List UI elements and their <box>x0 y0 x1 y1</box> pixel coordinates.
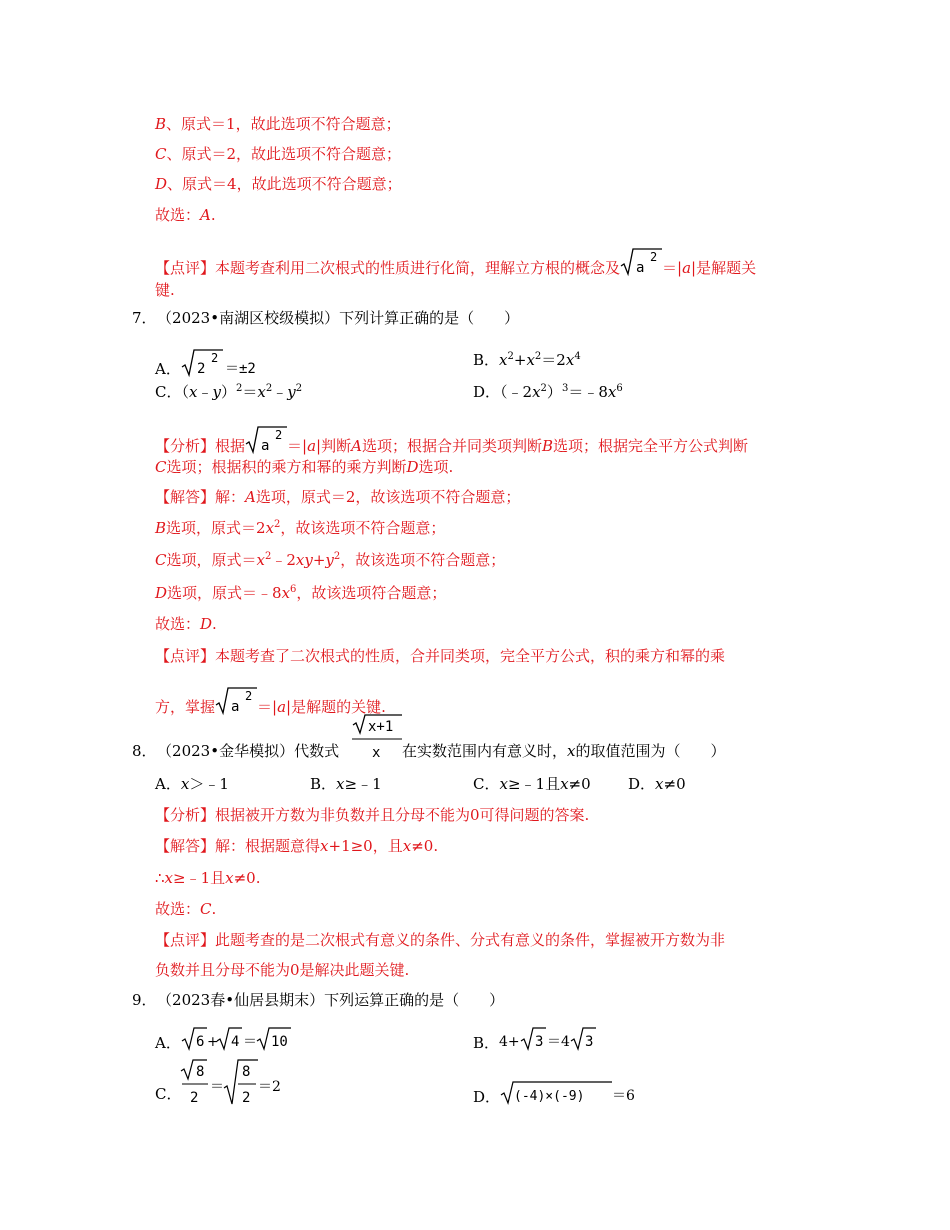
svg-text:a: a <box>636 260 645 276</box>
q7-solution-line4: D选项，原式$=﹣8x^6$，故该选项符合题意； <box>155 584 447 602</box>
q8-stem-tail: 在实数范围内有意义时，x的取值范围为（ ） <box>402 742 726 760</box>
q9-stem: 9． （2023春•仙居县期末）下列运算正确的是（ ） <box>132 991 505 1009</box>
q7-analysis-line1: 【分析】根据 a 2 ＝|a|判断A选项；根据合并同类项判断B选项；根据完全平方公式判断 <box>155 425 748 456</box>
q9-option-b: B． 4+ 3 ＝4 3 <box>473 1026 599 1053</box>
q8-option-a: A．x＞﹣1 <box>155 775 229 793</box>
sqrt-2-squared-formula <box>181 348 263 378</box>
q6-option-d-line: D、原式＝4，故此选项不符合题意； <box>155 175 402 193</box>
q8-analysis: 【分析】根据被开方数为非负数并且分母不能为0可得问题的答案. <box>155 806 590 824</box>
svg-text:8: 8 <box>196 1064 205 1080</box>
sqrt-a-squared-formula <box>620 247 662 277</box>
q7-choice: 故选：D. <box>155 615 217 633</box>
q7-solution-line2: B选项，原式$=2x^2$，故该选项不符合题意； <box>155 519 446 537</box>
svg-text:4: 4 <box>230 1034 240 1050</box>
svg-text:3: 3 <box>535 1034 544 1050</box>
sqrt-product-formula <box>500 1080 640 1106</box>
q8-option-b: B．x≥﹣1 <box>310 775 382 793</box>
q8-choice: 故选：C. <box>155 900 217 918</box>
q7-comment-line2: 方，掌握 a 2 ＝|a|是解题的关键. <box>155 686 386 717</box>
svg-text:2: 2 <box>650 250 658 264</box>
svg-text:2: 2 <box>190 1090 199 1106</box>
svg-text:10: 10 <box>270 1034 288 1050</box>
svg-text:3: 3 <box>585 1034 594 1050</box>
q9-option-c-label: C． <box>155 1085 182 1103</box>
svg-text:＝6: ＝6 <box>612 1088 635 1104</box>
svg-text:8: 8 <box>242 1064 251 1080</box>
svg-text:2: 2 <box>210 351 219 365</box>
q7-option-c: C．$(x﹣y)^2=x^2﹣y^2$ <box>155 383 303 401</box>
svg-text:+: + <box>206 1034 219 1050</box>
svg-text:＝: ＝ <box>210 1079 224 1095</box>
q8-comment-line1: 【点评】此题考查的是二次根式有意义的条件、分式有意义的条件，掌握被开方数为非 <box>155 931 726 949</box>
q8-fraction-formula <box>352 713 402 761</box>
q8-solution-line1: 【解答】解：根据题意得x+1≥0，且x≠0. <box>155 837 439 855</box>
svg-text:2: 2 <box>242 1090 251 1106</box>
svg-text:＝2: ＝2 <box>258 1079 281 1095</box>
q7-comment-line1: 【点评】本题考查了二次根式的性质，合并同类项，完全平方公式，积的乘方和幂的乘 <box>155 647 726 665</box>
q7-stem: 7． （2023•南湖区校级模拟）下列计算正确的是（ ） <box>132 309 520 327</box>
q9-option-a: A． 6 + 4 ＝ 10 <box>155 1026 293 1053</box>
svg-text:6: 6 <box>195 1034 205 1050</box>
q8-comment-line2: 负数并且分母不能为0是解决此题关键. <box>155 961 410 979</box>
svg-text:2: 2 <box>245 689 253 703</box>
q9-option-d: D． (-4)×(-9) ＝6 <box>473 1080 640 1107</box>
svg-text:2: 2 <box>196 361 206 377</box>
svg-text:a: a <box>261 438 270 454</box>
q8-solution-line2: ∴x≥﹣1且x≠0. <box>155 869 261 887</box>
svg-text:2: 2 <box>275 428 283 442</box>
q6-choice: 故选：A. <box>155 206 216 224</box>
q9-option-c-formula <box>180 1058 290 1108</box>
q6-comment-line2: 键. <box>155 281 175 299</box>
q7-option-d: D．$(﹣2x^2)^3=﹣8x^6$ <box>473 383 623 401</box>
svg-text:x+1: x+1 <box>368 719 394 735</box>
q8-stem: 8． （2023•金华模拟）代数式 <box>132 742 340 760</box>
q7-option-b: B．$x^2+x^2=2x^4$ <box>473 351 581 369</box>
svg-text:(-4)×(-9): (-4)×(-9) <box>514 1089 585 1104</box>
q6-option-c-line: C、原式＝2，故此选项不符合题意； <box>155 145 402 163</box>
q7-analysis-line2: C选项；根据积的乘方和幂的乘方判断D选项. <box>155 458 454 476</box>
svg-text:x: x <box>372 745 381 761</box>
q7-solution-line3: C选项，原式$=x^2﹣2xy+y^2$，故该选项不符合题意； <box>155 551 506 569</box>
svg-text:a: a <box>231 699 240 715</box>
svg-text:＝: ＝ <box>242 1034 257 1050</box>
four-plus-sqrt-3-formula <box>499 1026 599 1052</box>
q6-comment-line1: 【点评】本题考查利用二次根式的性质进行化简，理解立方根的概念及 a 2 ＝|a|是解题关 <box>155 247 756 278</box>
q6-option-b-line: B、原式＝1，故此选项不符合题意； <box>155 115 401 133</box>
q7-option-a: A． 2 2 ＝±2 <box>155 348 263 379</box>
q8-option-c: C．x≥﹣1且x≠0 <box>473 775 591 793</box>
sqrt-a-squared-formula <box>245 425 287 455</box>
sqrt-6-plus-sqrt-4-formula <box>181 1026 293 1052</box>
sqrt-a-squared-formula <box>215 686 257 716</box>
svg-text:＝±2: ＝±2 <box>224 361 256 377</box>
svg-text:4+: 4+ <box>499 1034 520 1050</box>
svg-text:＝4: ＝4 <box>547 1034 570 1050</box>
q8-option-d: D．x≠0 <box>628 775 686 793</box>
q7-solution-line1: 【解答】解：A选项，原式＝2，故该选项不符合题意； <box>155 488 521 506</box>
